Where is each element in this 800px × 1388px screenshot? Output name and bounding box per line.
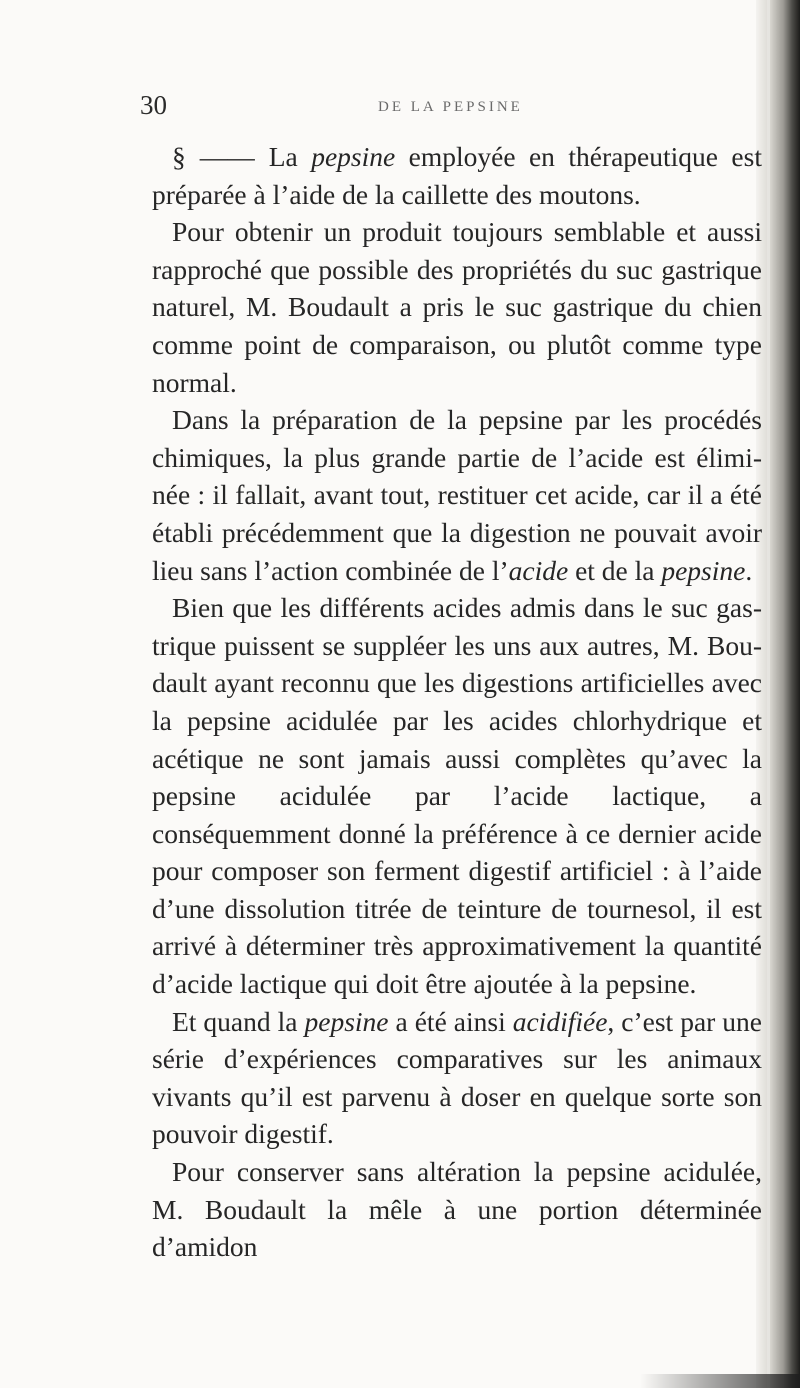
running-title: DE LA PEPSINE [378, 99, 523, 115]
italic-text-run: acide [508, 554, 569, 586]
binding-edge-highlight [767, 0, 770, 1388]
text-run: . [745, 554, 753, 586]
paragraph [152, 138, 762, 213]
page-number: 30 [140, 90, 167, 120]
section-mark: § [172, 141, 186, 172]
body-text [152, 138, 762, 1266]
italic-text-run: pepsine [304, 1005, 389, 1037]
text-run: employée en thérapeutique est préparée à l’aide de la caillette des moutons. [152, 141, 762, 210]
text-run: Dans la préparation de la pepsine par les procédés chimiques, la plus grande partie de l’acide est élimi-née : il fallait, avant tout, restituer cet acide, car il a été établi précédemment que la digestion ne pouvait avoir lieu sans l’action combinée de l’ [152, 404, 762, 586]
text-run: Pour obtenir un produit toujours semblable et aussi rapproché que possible des propriétés du suc gastrique naturel, M. Boudault a pris le suc gastrique du chien comme point de comparaison, ou plutôt comme type normal. [152, 216, 762, 398]
text-run: a été ainsi [388, 1005, 513, 1037]
italic-text-run: acidifiée [512, 1005, 608, 1037]
paragraph [152, 213, 762, 401]
text-run: , c’est par une série d’expériences comparatives sur les animaux vivants qu’il est parvenu à doser en quelque sorte son pouvoir digestif. [152, 1005, 763, 1150]
paragraph [152, 589, 762, 1003]
text-run: Et quand la [172, 1005, 305, 1037]
text-run: et de la [568, 554, 662, 586]
text-run: Pour conserver sans altération la pepsine acidulée, M. Boudault la mêle à une portion déterminée d’amidon [152, 1156, 762, 1263]
section-dash: —— [199, 141, 255, 172]
paragraph [152, 1003, 762, 1153]
italic-text-run: pepsine [311, 141, 396, 172]
italic-text-run: pepsine [661, 554, 746, 586]
paragraph [152, 401, 762, 589]
text-run: Bien que les différents acides admis dans le suc gas-trique puissent se suppléer les uns aux autres, M. Bou-dault ayant reconnu que les digestions artificielles avec la pepsine acidulée par les acides chlorhydrique et acétique ne sont jamais aussi complètes qu’avec la pepsine acidulée par l’acide lactique, a conséquemment donné la préférence à ce dernier acide pour composer son ferment digestif artificiel : à l’aide d’une dissolution titrée de teinture de tournesol, il est arrivé à déterminer très approximativement la quantité d’acide lactique qui doit être ajoutée à la pepsine. [152, 592, 762, 1000]
page-header [140, 90, 760, 122]
bottom-corner-shadow [640, 1374, 800, 1388]
paragraph [152, 1153, 762, 1266]
binding-edge-shadow [756, 0, 800, 1388]
text-run: La [268, 141, 312, 172]
